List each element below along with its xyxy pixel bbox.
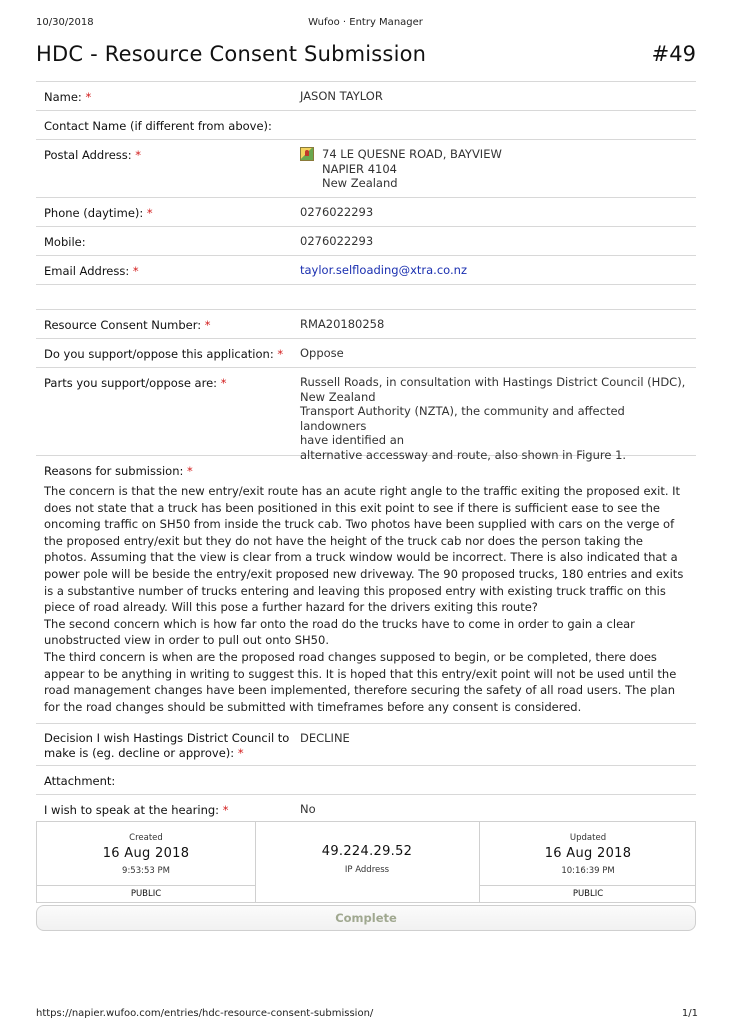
row-support-oppose	[36, 339, 696, 368]
mobile-value: 0276022293	[300, 234, 374, 248]
name-label: Name: *	[44, 90, 92, 104]
row-consent-number	[36, 310, 696, 339]
email-label: Email Address: *	[44, 264, 139, 278]
row-parts	[36, 368, 696, 462]
row-decision	[36, 724, 696, 766]
print-footer	[0, 1008, 731, 1022]
updated-visibility: PUBLIC	[480, 885, 696, 902]
speak-value: No	[300, 802, 316, 816]
row-reasons	[36, 456, 696, 724]
created-box	[37, 822, 256, 902]
page-number: 1/1	[681, 1008, 698, 1019]
row-postal-address	[36, 140, 696, 198]
phone-label: Phone (daytime): *	[44, 206, 153, 220]
row-contact-name	[36, 111, 696, 140]
updated-box	[479, 822, 696, 902]
postal-address-label: Postal Address: *	[44, 148, 142, 162]
contact-details-table	[36, 81, 696, 285]
status-complete-button[interactable]: Complete	[36, 905, 696, 931]
print-header	[0, 17, 731, 31]
submission-table	[36, 309, 696, 824]
row-speak	[36, 795, 696, 824]
row-email	[36, 256, 696, 285]
entry-number: #49	[651, 42, 696, 66]
row-mobile	[36, 227, 696, 256]
decision-value: DECLINE	[300, 731, 350, 745]
attachment-label: Attachment:	[44, 774, 116, 788]
created-visibility: PUBLIC	[37, 885, 255, 902]
reasons-paragraph: The concern is that the new entry/exit route has an acute right angle to the traffic exiting the proposed exit. It does not state that a truck has been positioned in this exit point to see if there is sufficient ease to see the oncoming traffic on SH50 from inside the truck cab. Two photos have been supplied with cars on the verge of the proposed entry/exit but they do not have the height of the truck cab nor does the person taking the photos. Assuming that the view is clear from a truck window would be incorrect. There is also indicated that a power pole will be beside the entry/exit proposed new driveway. The 90 proposed trucks, 180 entries and exits is a substantive number of trucks entering and leaving this proposed entry with existing truck traffic on this piece of road already. Will this pose a further hazard for the drivers exiting this route?	[44, 484, 684, 615]
email-value	[300, 263, 467, 278]
updated-time: 10:16:39 PM	[561, 866, 615, 876]
contact-name-label: Contact Name (if different from above):	[44, 119, 272, 133]
entry-metadata	[36, 821, 696, 903]
reasons-label: Reasons for submission: *	[44, 464, 193, 478]
parts-value: Russell Roads, in consultation with Hastings District Council (HDC), New Zealand Transport Authority (NZTA), the community and affected landowners have identified an alternative accessway and route, also shown in Figure 1.	[300, 375, 686, 462]
postal-address-value: 74 LE QUESNE ROAD, BAYVIEW NAPIER 4104 New Zealand	[300, 147, 502, 191]
email-link[interactable]: taylor.selfloading@xtra.co.nz	[300, 263, 467, 277]
consent-number-value: RMA20180258	[300, 317, 385, 331]
form-title: HDC - Resource Consent Submission	[36, 42, 427, 66]
print-title: Wufoo · Entry Manager	[308, 17, 423, 28]
support-oppose-label: Do you support/oppose this application: *	[44, 347, 284, 361]
ip-address-value: 49.224.29.52	[321, 844, 413, 859]
decision-label: Decision I wish Hastings District Council to make is (eg. decline or approve): *	[44, 731, 290, 760]
row-name	[36, 82, 696, 111]
ip-box	[255, 822, 479, 902]
reasons-text	[44, 483, 689, 715]
phone-value: 0276022293	[300, 205, 374, 219]
support-oppose-value: Oppose	[300, 346, 344, 360]
consent-number-label: Resource Consent Number: *	[44, 318, 211, 332]
row-attachment	[36, 766, 696, 795]
created-caption: Created	[129, 833, 163, 843]
created-time: 9:53:53 PM	[122, 866, 170, 876]
name-value: JASON TAYLOR	[300, 89, 383, 103]
created-date: 16 Aug 2018	[102, 846, 190, 861]
map-icon[interactable]	[300, 147, 314, 161]
speak-label: I wish to speak at the hearing: *	[44, 803, 229, 817]
print-date: 10/30/2018	[36, 17, 94, 28]
parts-label: Parts you support/oppose are: *	[44, 376, 227, 390]
footer-url: https://napier.wufoo.com/entries/hdc-resource-consent-submission/	[36, 1008, 374, 1019]
ip-address-caption: IP Address	[344, 865, 390, 875]
title-row	[36, 42, 696, 70]
reasons-paragraph: The second concern which is how far onto the road do the trucks have to come in order to gain a clear unobstructed view in order to pull out onto SH50.	[44, 616, 635, 648]
updated-caption: Updated	[569, 833, 607, 843]
reasons-paragraph: The third concern is when are the proposed road changes supposed to begin, or be completed, there does appear to be anything in writing to suggest this. It is hoped that this entry/exit point will not be used until the road management changes have been implemented, therefore securing the safety of all road users. The plan for the road changes should be submitted with timeframes before any consent is considered.	[44, 649, 677, 714]
updated-date: 16 Aug 2018	[544, 846, 632, 861]
mobile-label: Mobile:	[44, 235, 86, 249]
row-phone	[36, 198, 696, 227]
